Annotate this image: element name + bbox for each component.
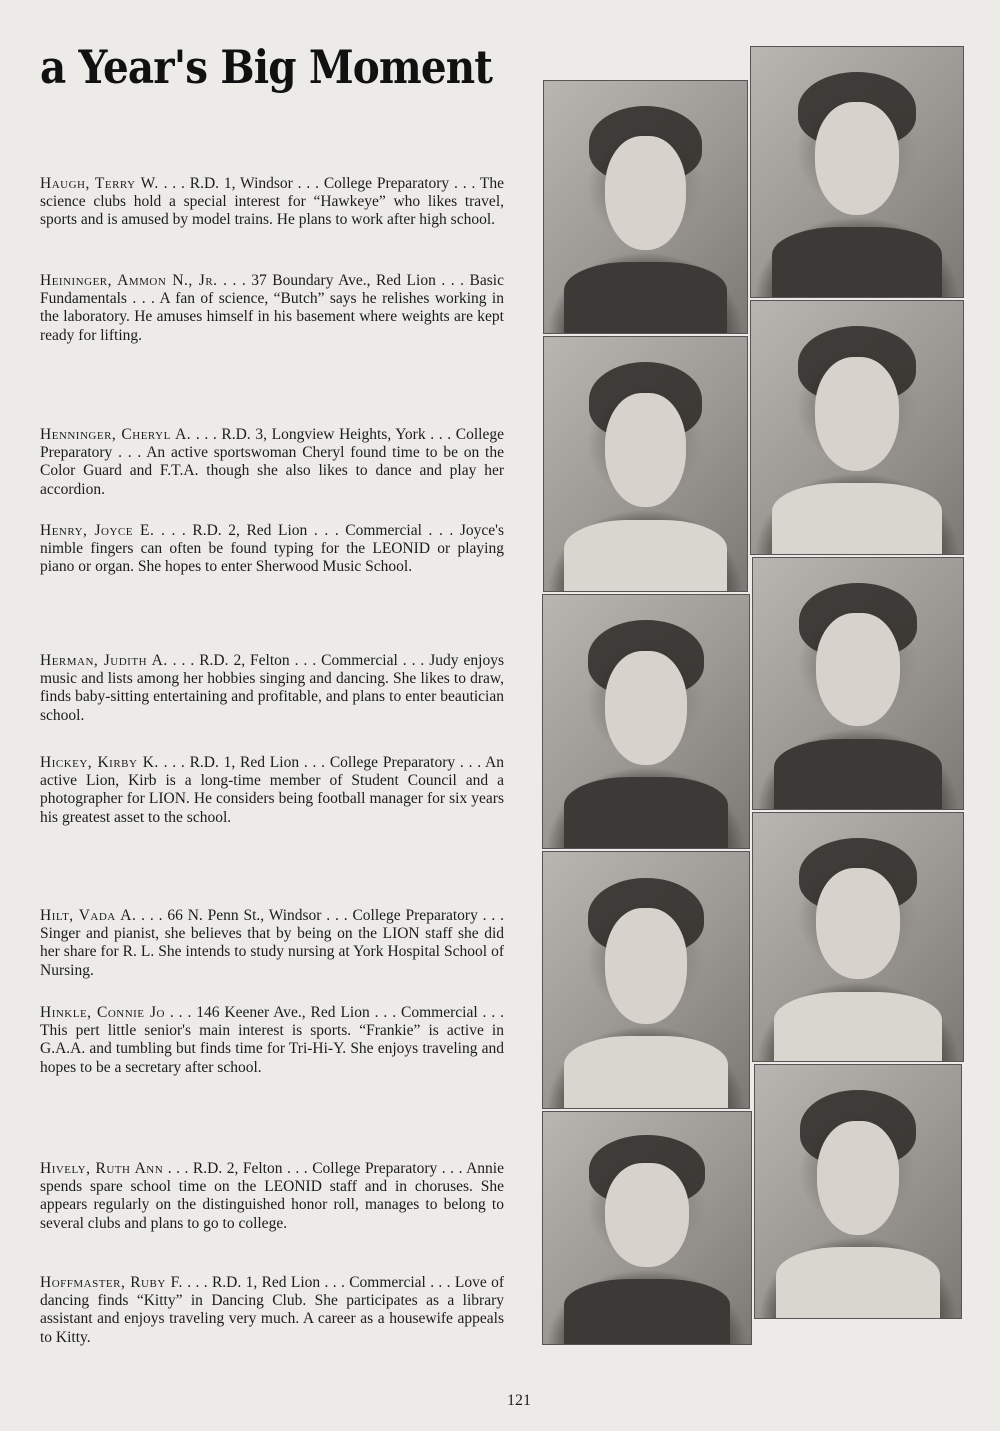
student-name: Heininger, Ammon N., Jr. xyxy=(40,272,218,289)
student-name: Henry, Joyce E. xyxy=(40,522,155,539)
student-bio-text: . . . R.D. 1, Windsor . . . College Preparatory . . . The science clubs hold a special interest for “Hawkeye” who likes travel, sports and is amused by model trains. He plans to work after high school. xyxy=(40,175,504,229)
student-name: Hilt, Vada A. xyxy=(40,907,137,924)
portrait-photo-hickey xyxy=(752,557,964,810)
page-title: a Year's Big Moment xyxy=(40,40,493,94)
page-number: 121 xyxy=(507,1392,531,1409)
portrait-photo-hoffmaster xyxy=(754,1064,962,1319)
student-name: Hinkle, Connie Jo xyxy=(40,1004,165,1021)
bio-herman xyxy=(40,652,504,725)
portrait-photo-henninger xyxy=(543,336,748,592)
portrait-photo-hilt xyxy=(542,851,750,1109)
portrait-photo-heininger xyxy=(750,46,964,298)
portrait-photo-hinkle xyxy=(752,812,964,1062)
student-name: Hively, Ruth Ann xyxy=(40,1160,164,1177)
student-bio-text: . . . R.D. 1, Red Lion . . . College Preparatory . . . An active Lion, Kirb is a long-time member of Student Council and a photographer for LION. He considers being football manager for six years his greatest asset to the school. xyxy=(40,754,505,826)
bio-henninger xyxy=(40,426,504,499)
bio-hoffmaster xyxy=(40,1274,504,1347)
student-bio-text: . . . 66 N. Penn St., Windsor . . . College Preparatory . . . Singer and pianist, she believes that by being on the LION staff she did her share for R. L. She intends to study nursing at York Hospital School of Nursing. xyxy=(40,907,504,979)
student-bio-text: . . . 37 Boundary Ave., Red Lion . . . Basic Fundamentals . . . A fan of science, “Butch” says he relishes working in the laboratory. He amuses himself in his basement where weights are kept ready for lifting. xyxy=(40,272,504,344)
student-name: Hickey, Kirby K. xyxy=(40,754,159,771)
student-bio-text: . . . R.D. 2, Felton . . . Commercial . . . Judy enjoys music and lists among her hobbies singing and dancing. She likes to draw, finds baby-sitting entertaining and profitable, and plans to enter beautician school. xyxy=(40,652,504,724)
portrait-photo-henry xyxy=(750,300,964,555)
portrait-photo-hively xyxy=(542,1111,752,1345)
student-bio-text: . . . 146 Keener Ave., Red Lion . . . Commercial . . . This pert little senior's main interest is sports. “Frankie” is active in G.A.A. and tumbling but finds time for Tri-Hi-Y. She enjoys traveling and hopes to be a secretary after school. xyxy=(40,1004,505,1076)
portrait-photo-herman xyxy=(542,594,750,849)
bio-henry xyxy=(40,522,504,577)
bio-hinkle xyxy=(40,1004,504,1077)
portrait-photos xyxy=(540,44,970,1354)
student-name: Haugh, Terry W. xyxy=(40,175,159,192)
student-name: Herman, Judith A. xyxy=(40,652,168,669)
student-bio-text: . . . R.D. 2, Red Lion . . . Commercial . . . Joyce's nimble fingers can often be found typing for the LEONID or playing piano or organ. She hopes to enter Sherwood Music School. xyxy=(40,522,504,576)
student-bio-text: . . . R.D. 1, Red Lion . . . Commercial . . . Love of dancing finds “Kitty” in Dancing Club. She participates as a library assistant and enjoys traveling very much. A career as a housewife appeals to Kitty. xyxy=(40,1274,504,1346)
bio-haugh xyxy=(40,175,504,230)
bio-heininger xyxy=(40,272,504,345)
student-name: Hoffmaster, Ruby F. xyxy=(40,1274,183,1291)
bio-hickey xyxy=(40,754,504,827)
student-bio-text: . . . R.D. 2, Felton . . . College Preparatory . . . Annie spends spare school time on the LEONID staff and in choruses. She appears regularly on the distinguished honor roll, manages to belong to several clubs and plans to go to college. xyxy=(40,1160,504,1232)
bio-hively xyxy=(40,1160,504,1233)
student-name: Henninger, Cheryl A. xyxy=(40,426,192,443)
bio-hilt xyxy=(40,907,504,980)
portrait-photo-haugh xyxy=(543,80,748,334)
student-bio-text: . . . R.D. 3, Longview Heights, York . . . College Preparatory . . . An active sportswoman Cheryl found time to be on the Color Guard and F.T.A. though she also likes to dance and play her accordion. xyxy=(40,426,504,498)
